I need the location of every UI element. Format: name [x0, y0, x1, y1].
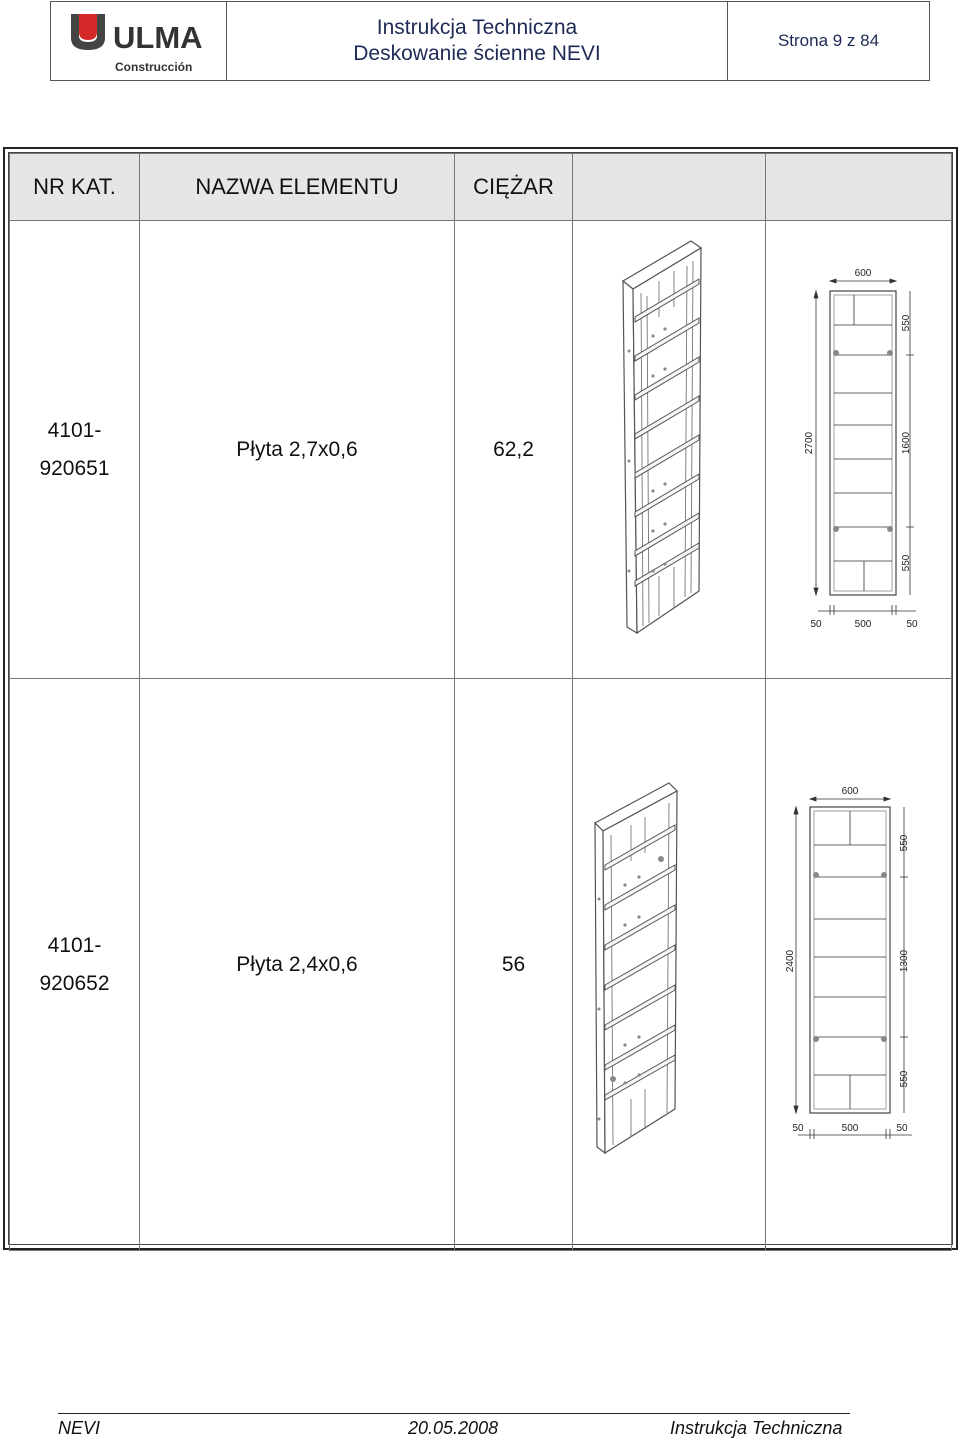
name-cell: Płyta 2,4x0,6	[140, 679, 455, 1251]
dim-edge-right: 50	[906, 619, 918, 630]
page-number: Strona 9 z 84	[777, 31, 880, 50]
panel-dimension-drawing	[766, 679, 954, 1245]
dim-top: 550	[899, 834, 910, 852]
panel-isometric-drawing	[573, 221, 765, 673]
col-header-name: NAZWA ELEMENTU	[140, 154, 455, 221]
dim-edge-left: 50	[810, 619, 822, 630]
element-table	[9, 153, 952, 1251]
table-header-row	[10, 154, 952, 221]
element-table-frame	[3, 147, 958, 1250]
logo-text: ULMA	[113, 20, 203, 55]
panel-3d-cell	[573, 221, 766, 679]
code-cell	[10, 221, 140, 679]
code-line-2: 920651	[39, 456, 110, 480]
dim-bottom: 550	[901, 554, 912, 572]
col-header-weight: CIĘŻAR	[455, 154, 573, 221]
name-cell: Płyta 2,7x0,6	[140, 221, 455, 679]
table-row	[10, 679, 952, 1251]
col-header-code: NR KAT.	[10, 154, 140, 221]
col-header-drawing	[766, 154, 952, 221]
panel-isometric-drawing	[573, 679, 765, 1245]
company-logo	[51, 2, 227, 80]
panel-3d-cell	[573, 679, 766, 1251]
logo-subtext: Construcción	[115, 60, 193, 74]
code-line-1: 4101-	[47, 933, 102, 957]
footer-date: 20.05.2008	[408, 1418, 499, 1438]
code-line-2: 920652	[39, 971, 110, 995]
footer-left: NEVI	[58, 1418, 101, 1438]
footer-divider	[58, 1413, 850, 1414]
dim-middle: 1600	[901, 431, 912, 455]
panel-dimension-cell	[766, 679, 952, 1251]
title-line-2: Deskowanie ścienne NEVI	[353, 42, 601, 65]
panel-dimension-drawing	[766, 221, 954, 673]
page-header	[50, 1, 930, 81]
table-row	[10, 221, 952, 679]
col-header-3d	[573, 154, 766, 221]
code-line-1: 4101-	[47, 418, 102, 442]
document-title	[227, 2, 728, 80]
dim-center: 500	[841, 1123, 859, 1134]
dim-height: 2700	[804, 431, 815, 455]
dim-bottom: 550	[899, 1070, 910, 1088]
weight-cell: 56	[455, 679, 573, 1251]
title-line-1: Instrukcja Techniczna	[376, 16, 578, 39]
dim-edge-left: 50	[792, 1123, 804, 1134]
code-cell	[10, 679, 140, 1251]
dim-center: 500	[854, 619, 872, 630]
dim-top: 550	[901, 314, 912, 332]
ulma-logo-icon	[51, 2, 226, 80]
dim-width: 600	[841, 786, 859, 797]
dim-width: 600	[854, 268, 872, 279]
dim-middle: 1300	[899, 949, 910, 973]
weight-cell: 62,2	[455, 221, 573, 679]
dim-edge-right: 50	[896, 1123, 908, 1134]
dim-height: 2400	[785, 949, 796, 973]
footer-right: Instrukcja Techniczna	[670, 1418, 843, 1438]
panel-dimension-cell	[766, 221, 952, 679]
